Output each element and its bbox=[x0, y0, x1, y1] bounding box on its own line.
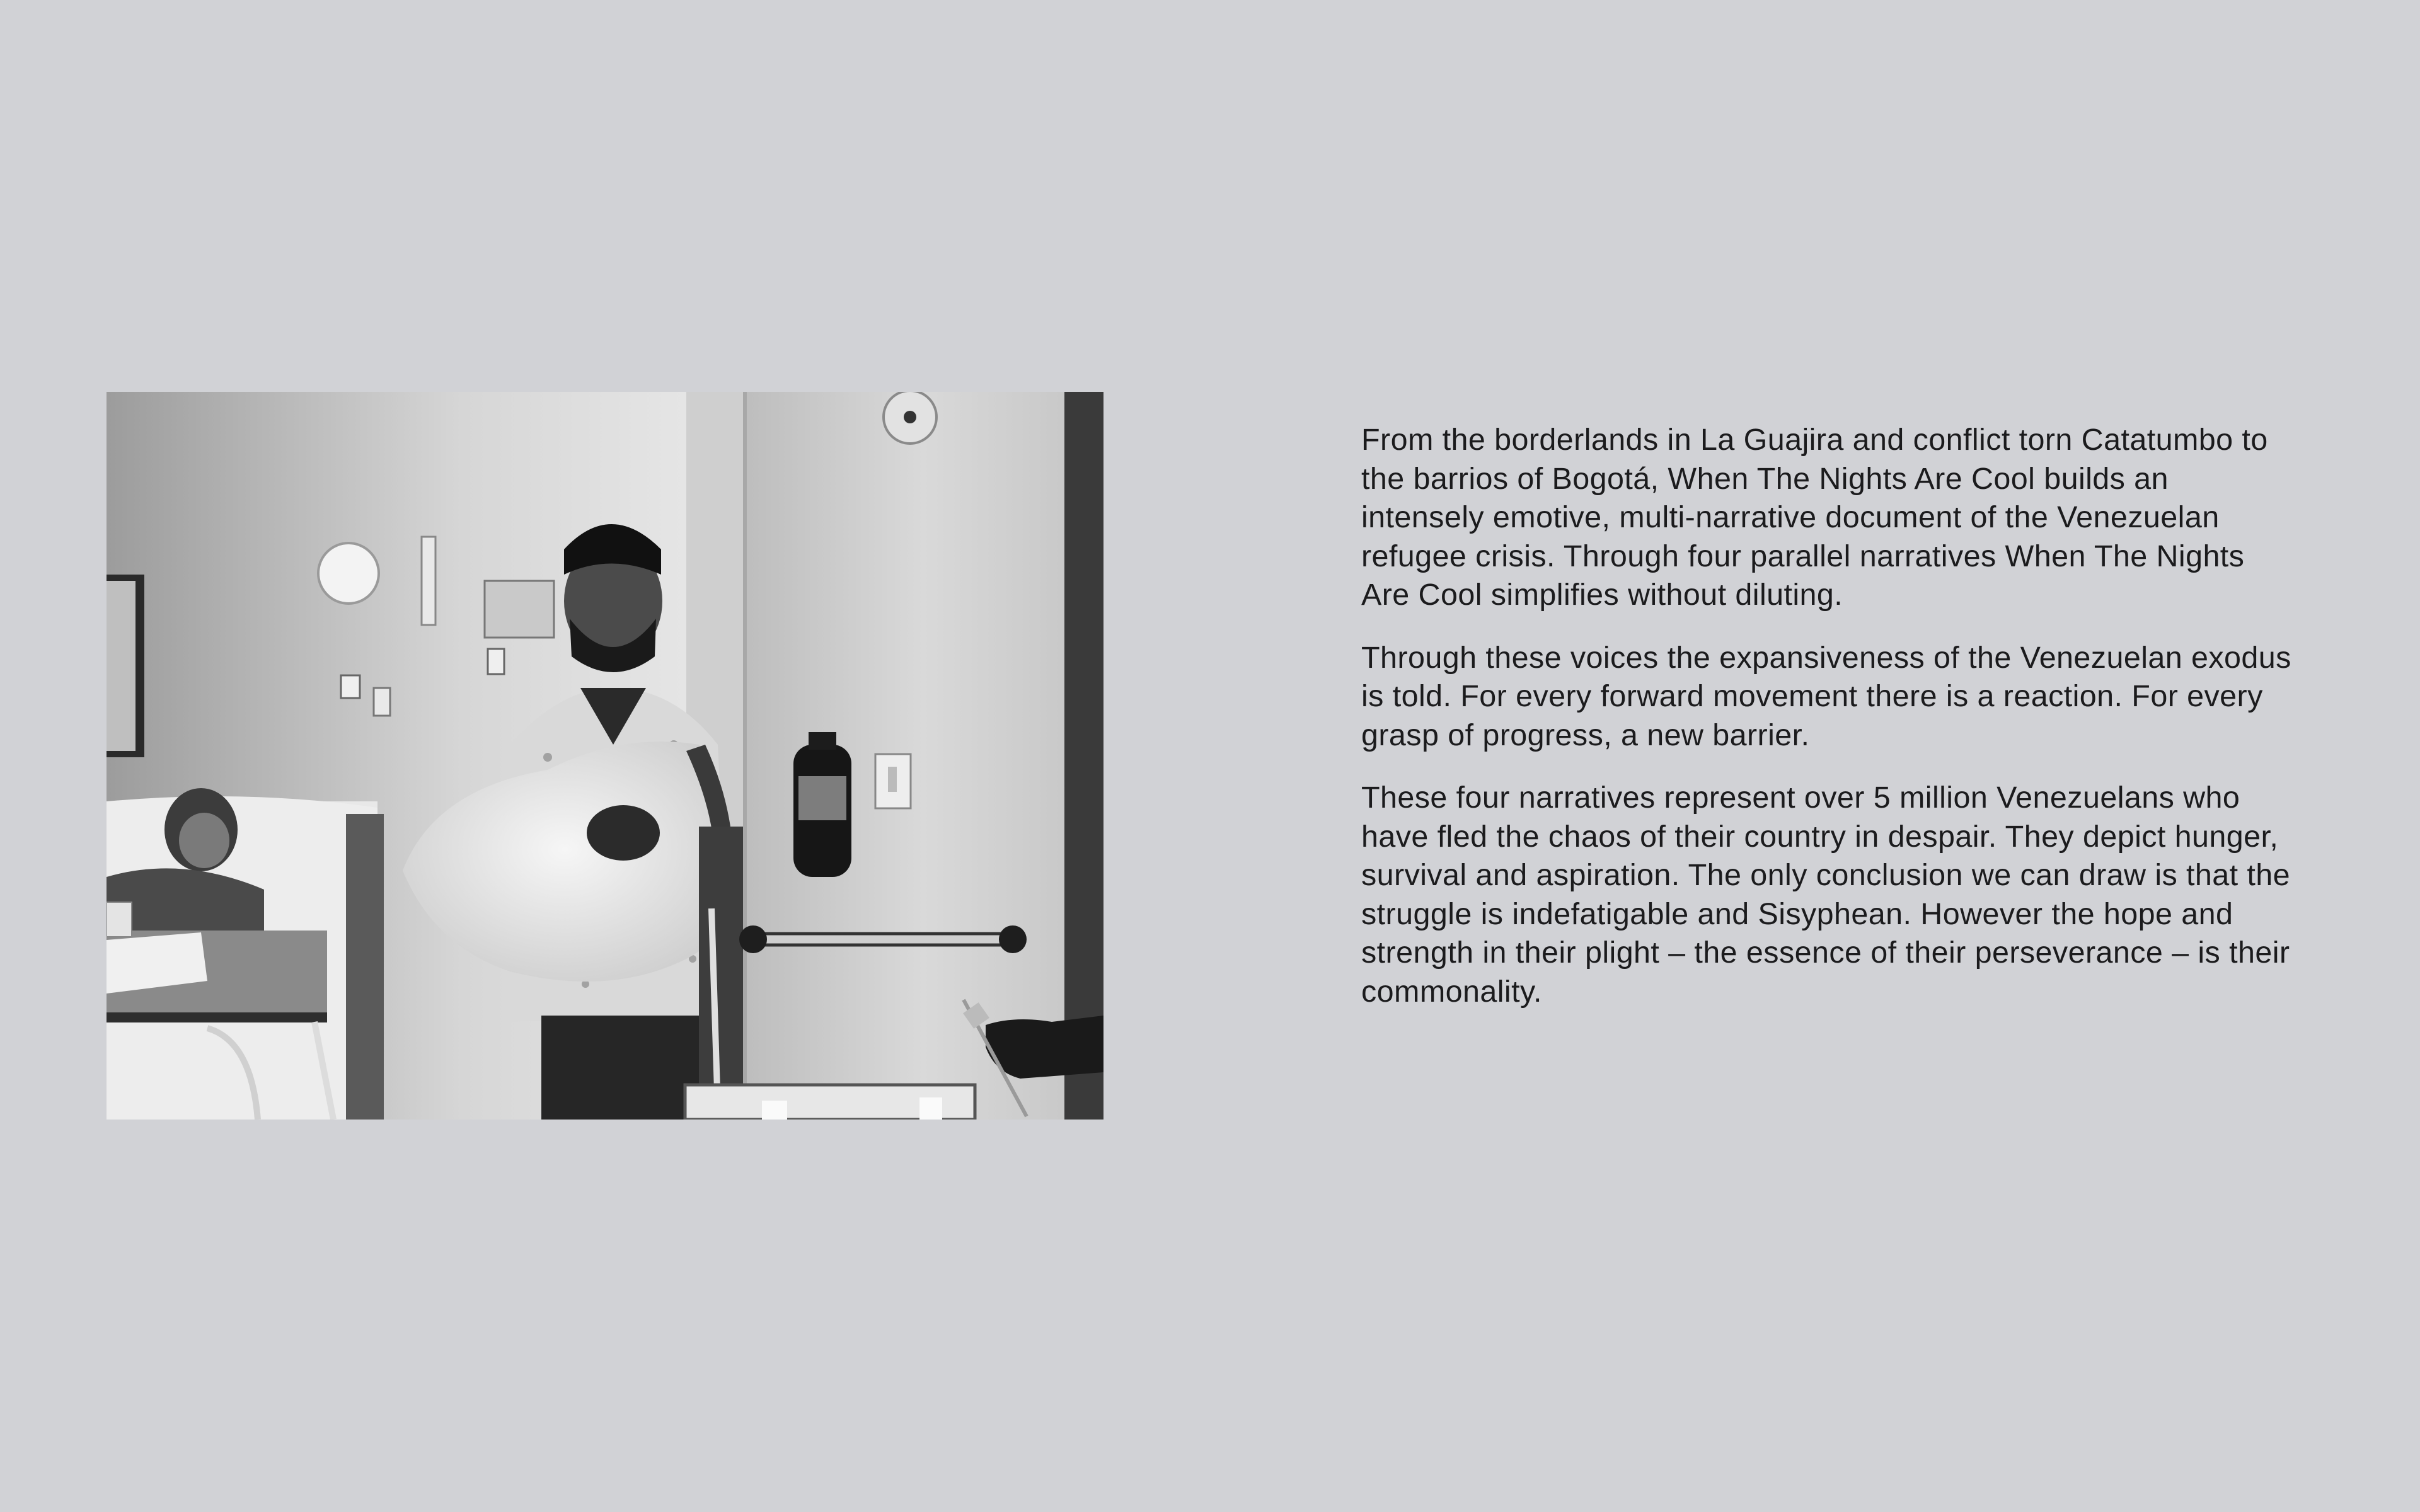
paragraph-1: From the borderlands in La Guajira and conflict torn Catatumbo to the barrios of Bogotá, When The Nights Are Cool builds an intensely emotive, multi-narrative document of the Venezuelan refugee crisis. Through four parallel narratives When The Nights Are Cool simplifies without diluting. bbox=[1361, 423, 2268, 612]
paragraph-3: These four narratives represent over 5 million Venezuelans who have fled the chaos of their country in despair. They depict hunger, survival and aspiration. The only conclusion we can draw is that the struggle is indefatigable and Sisyphean. However the hope and strength in their plight – the essence of their perseverance – is their commonality. bbox=[1361, 781, 2291, 1009]
documentary-photo bbox=[107, 392, 1103, 1120]
description-text bbox=[1361, 421, 2294, 1035]
paragraph-2: Through these voices the expansiveness of the Venezuelan exodus is told. For every forward movement there is a reaction. For every grasp of progress, a new barrier. bbox=[1361, 640, 2291, 752]
